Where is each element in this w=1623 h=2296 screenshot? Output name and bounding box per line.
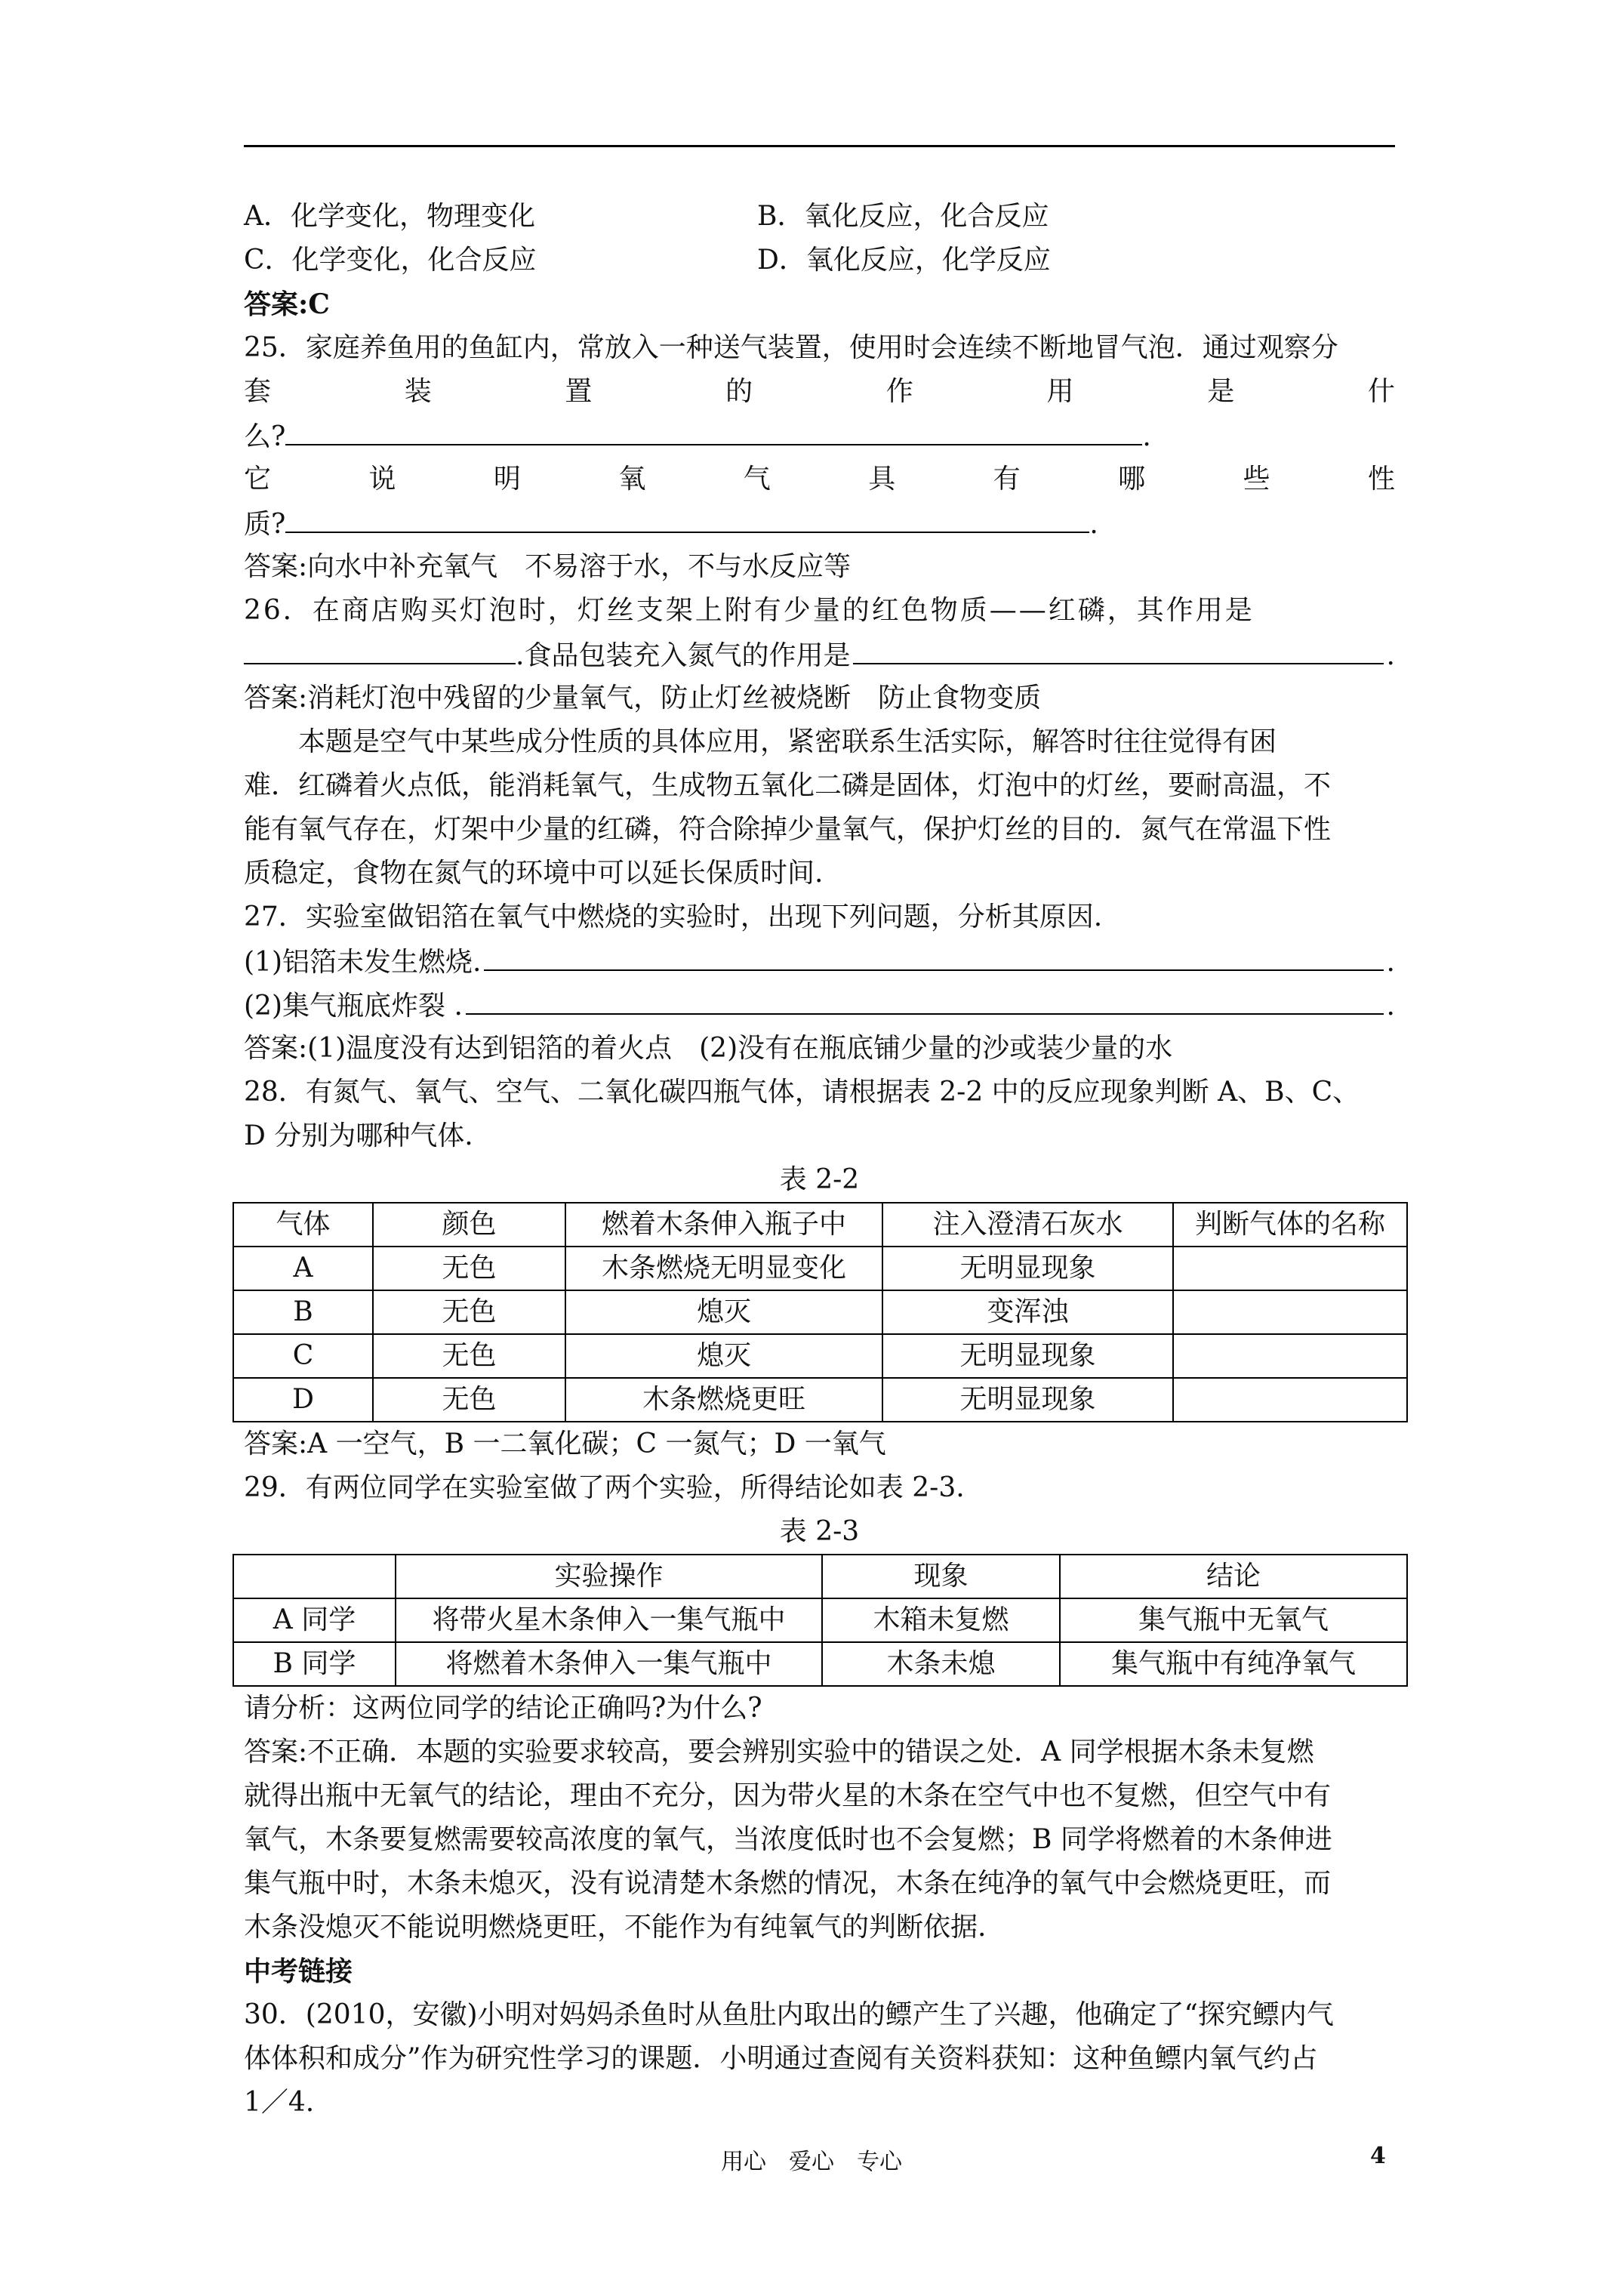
explanation-line: 本题是空气中某些成分性质的具体应用，紧密联系生活实际，解答时往往觉得有困 (298, 726, 1277, 757)
q25-suffix: . (1142, 421, 1151, 452)
page-number: 4 (1370, 2143, 1386, 2169)
page-footer (0, 2143, 1623, 2180)
option-d: D．氧化反应，化学反应 (757, 245, 1051, 276)
table-cell-empty[interactable] (1173, 1334, 1407, 1378)
q27-sub-end: . (1386, 947, 1395, 978)
table-row (233, 1290, 1407, 1334)
q25-word: 些 (1243, 464, 1270, 495)
table-cell: 集气瓶中无氧气 (1060, 1598, 1407, 1642)
q25-prefix: 么? (244, 421, 286, 452)
header-cell: 结论 (1060, 1555, 1407, 1598)
table-row (233, 1247, 1407, 1290)
explanation-line: 质稳定，食物在氮气的环境中可以延长保质时间. (244, 858, 824, 889)
answer-26: 答案:消耗灯泡中残留的少量氧气，防止灯丝被烧断 防止食物变质 (244, 683, 1042, 713)
table-cell-empty[interactable] (1173, 1247, 1407, 1290)
table-row (233, 1642, 1407, 1686)
answer-29-line: 氧气，木条要复燃需要较高浓度的氧气，当浓度低时也不会复燃；B 同学将燃着的木条伸进 (244, 1824, 1332, 1855)
q25-line-4 (244, 458, 1395, 501)
table-2-3 (233, 1554, 1408, 1687)
header-rule (244, 145, 1395, 147)
table-cell: 无明显现象 (882, 1334, 1173, 1378)
options-row-2 (244, 239, 1395, 282)
q25-word: 套 (244, 376, 272, 407)
q27-sub-2 (244, 983, 1395, 1027)
table-cell: 将燃着木条伸入一集气瓶中 (396, 1642, 822, 1686)
q27-sub-label: (1)铝箔未发生燃烧. (244, 947, 482, 978)
q30-line: 体体积和成分”作为研究性学习的课题．小明通过查阅有关资料获知：这种鱼鳔内氧气约占 (244, 2043, 1318, 2074)
table-cell: 集气瓶中有纯净氧气 (1060, 1642, 1407, 1686)
q25-line-1: 25．家庭养鱼用的鱼缸内，常放入一种送气装置，使用时会连续不断地冒气泡．通过观察分 (244, 332, 1338, 363)
table-cell: 变浑浊 (882, 1290, 1173, 1334)
table-cell: 无色 (373, 1247, 565, 1290)
q25-word: 明 (493, 464, 521, 495)
table-cell: 熄灭 (565, 1334, 882, 1378)
table-row (233, 1334, 1407, 1378)
table-cell: D (233, 1378, 373, 1422)
q25-word: 是 (1207, 376, 1235, 407)
answer-29-line: 就得出瓶中无氧气的结论，理由不充分，因为带火星的木条在空气中也不复燃，但空气中有 (244, 1780, 1332, 1811)
option-c: C．化学变化，化合反应 (244, 245, 537, 276)
table-cell: 木条燃烧更旺 (565, 1378, 882, 1422)
answer-blank[interactable] (285, 414, 1142, 445)
header-cell: 实验操作 (396, 1555, 822, 1598)
table-cell: 熄灭 (565, 1290, 882, 1334)
q25-word: 的 (725, 376, 753, 407)
table-cell: A (233, 1247, 373, 1290)
q25-word: 它 (244, 464, 272, 495)
header-cell (233, 1555, 396, 1598)
table-cell: 无明显现象 (882, 1378, 1173, 1422)
q25-word: 说 (368, 464, 396, 495)
header-cell: 燃着木条伸入瓶子中 (565, 1203, 882, 1247)
answer-label: 答案:C (244, 288, 330, 320)
table-caption: 表 2-3 (779, 1516, 860, 1547)
explanation-line: 难．红磷着火点低，能消耗氧气，生成物五氧化二磷是固体，灯泡中的灯丝，要耐高温，不 (244, 770, 1332, 801)
q25-word: 什 (1367, 376, 1395, 407)
q28-line-1: 28．有氮气、氧气、空气、二氧化碳四瓶气体，请根据表 2-2 中的反应现象判断 A、B、C、 (244, 1077, 1360, 1108)
q25-word: 气 (743, 464, 771, 495)
q25-word: 作 (885, 376, 913, 407)
explanation-line: 能有氧气存在，灯架中少量的红磷，符合除掉少量氧气，保护灯丝的目的．氮气在常温下性 (244, 814, 1332, 845)
table-cell: 无明显现象 (882, 1247, 1173, 1290)
q25-word: 性 (1367, 464, 1395, 495)
q25-line-3 (244, 414, 1395, 458)
table-cell: 无色 (373, 1290, 565, 1334)
header-cell: 现象 (822, 1555, 1060, 1598)
q25-line-2 (244, 370, 1395, 414)
q26-end: . (1386, 640, 1395, 671)
q25-prefix: 质? (244, 509, 286, 540)
header-cell: 判断气体的名称 (1173, 1203, 1407, 1247)
q29-line-1: 29．有两位同学在实验室做了两个实验，所得结论如表 2-3. (244, 1472, 965, 1503)
answer-28: 答案:A 一空气，B 一二氧化碳；C 一氮气；D 一氧气 (244, 1428, 886, 1459)
table-caption: 表 2-2 (779, 1164, 860, 1195)
answer-27: 答案:(1)温度没有达到铝箔的着火点 (2)没有在瓶底铺少量的沙或装少量的水 (244, 1033, 1173, 1064)
table-cell: A 同学 (233, 1598, 396, 1642)
section-title: 中考链接 (244, 1955, 353, 1987)
q30-line: 30．(2010，安徽)小明对妈妈杀鱼时从鱼肚内取出的鳔产生了兴趣，他确定了“探究鳔内气 (244, 1999, 1334, 2030)
footer-text: 用心 爱心 专心 (721, 2149, 902, 2175)
page-content (244, 195, 1395, 2125)
header-cell: 颜色 (373, 1203, 565, 1247)
q26-mid: .食品包装充入氮气的作用是 (516, 640, 851, 671)
q27-sub-label: (2)集气瓶底炸裂 . (244, 991, 463, 1022)
answer-blank[interactable] (244, 633, 516, 664)
table-header-row (233, 1203, 1407, 1247)
q25-word: 有 (993, 464, 1021, 495)
table-cell-empty[interactable] (1173, 1378, 1407, 1422)
q26-line-1: 26．在商店购买灯泡时，灯丝支架上附有少量的红色物质——红磷，其作用是 (244, 595, 1255, 626)
q27-sub-end: . (1386, 991, 1395, 1022)
table-cell: 将带火星木条伸入一集气瓶中 (396, 1598, 822, 1642)
answer-blank[interactable] (484, 939, 1383, 971)
q25-word: 用 (1046, 376, 1074, 407)
table-cell: 木箱未复燃 (822, 1598, 1060, 1642)
table-row (233, 1378, 1407, 1422)
q25-word: 氧 (618, 464, 646, 495)
answer-29-line: 木条没熄灭不能说明燃烧更旺，不能作为有纯氧气的判断依据. (244, 1912, 987, 1943)
table-cell: 木条燃烧无明显变化 (565, 1247, 882, 1290)
q27-sub-1 (244, 939, 1395, 983)
answer-blank[interactable] (466, 983, 1384, 1015)
header-cell: 气体 (233, 1203, 373, 1247)
table-cell: B (233, 1290, 373, 1334)
q25-word: 置 (565, 376, 593, 407)
answer-blank[interactable] (853, 633, 1383, 664)
option-b: B．氧化反应，化合反应 (757, 201, 1049, 232)
q26-line-2 (244, 633, 1395, 676)
q25-word: 具 (868, 464, 896, 495)
table-cell: 无色 (373, 1334, 565, 1378)
q25-word: 装 (404, 376, 432, 407)
q28-line-2: D 分别为哪种气体. (244, 1120, 473, 1151)
table-row (233, 1598, 1407, 1642)
table-header-row (233, 1555, 1407, 1598)
table-cell: B 同学 (233, 1642, 396, 1686)
answer-24 (244, 282, 1395, 326)
q25-line-5 (244, 501, 1395, 545)
q25-word: 哪 (1118, 464, 1146, 495)
table-cell: 无色 (373, 1378, 565, 1422)
answer-blank[interactable] (285, 501, 1089, 533)
table-cell: C (233, 1334, 373, 1378)
table-cell-empty[interactable] (1173, 1290, 1407, 1334)
option-a: A．化学变化，物理变化 (244, 201, 535, 232)
table-cell: 木条未熄 (822, 1642, 1060, 1686)
answer-29-line: 答案:不正确．本题的实验要求较高，要会辨别实验中的错误之处．A 同学根据木条未复燃 (244, 1737, 1314, 1767)
q29-question: 请分析：这两位同学的结论正确吗?为什么? (244, 1693, 762, 1724)
q25-suffix: . (1089, 509, 1098, 540)
q30-line: 1／4. (244, 2087, 315, 2118)
q27-line-1: 27．实验室做铝箔在氧气中燃烧的实验时，出现下列问题，分析其原因. (244, 901, 1103, 932)
answer-25: 答案:向水中补充氧气 不易溶于水，不与水反应等 (244, 551, 852, 582)
options-row-1 (244, 195, 1395, 239)
header-cell: 注入澄清石灰水 (882, 1203, 1173, 1247)
table-2-2 (233, 1202, 1408, 1422)
answer-29-line: 集气瓶中时，木条未熄灭，没有说清楚木条燃的情况，木条在纯净的氧气中会燃烧更旺，而 (244, 1868, 1332, 1899)
